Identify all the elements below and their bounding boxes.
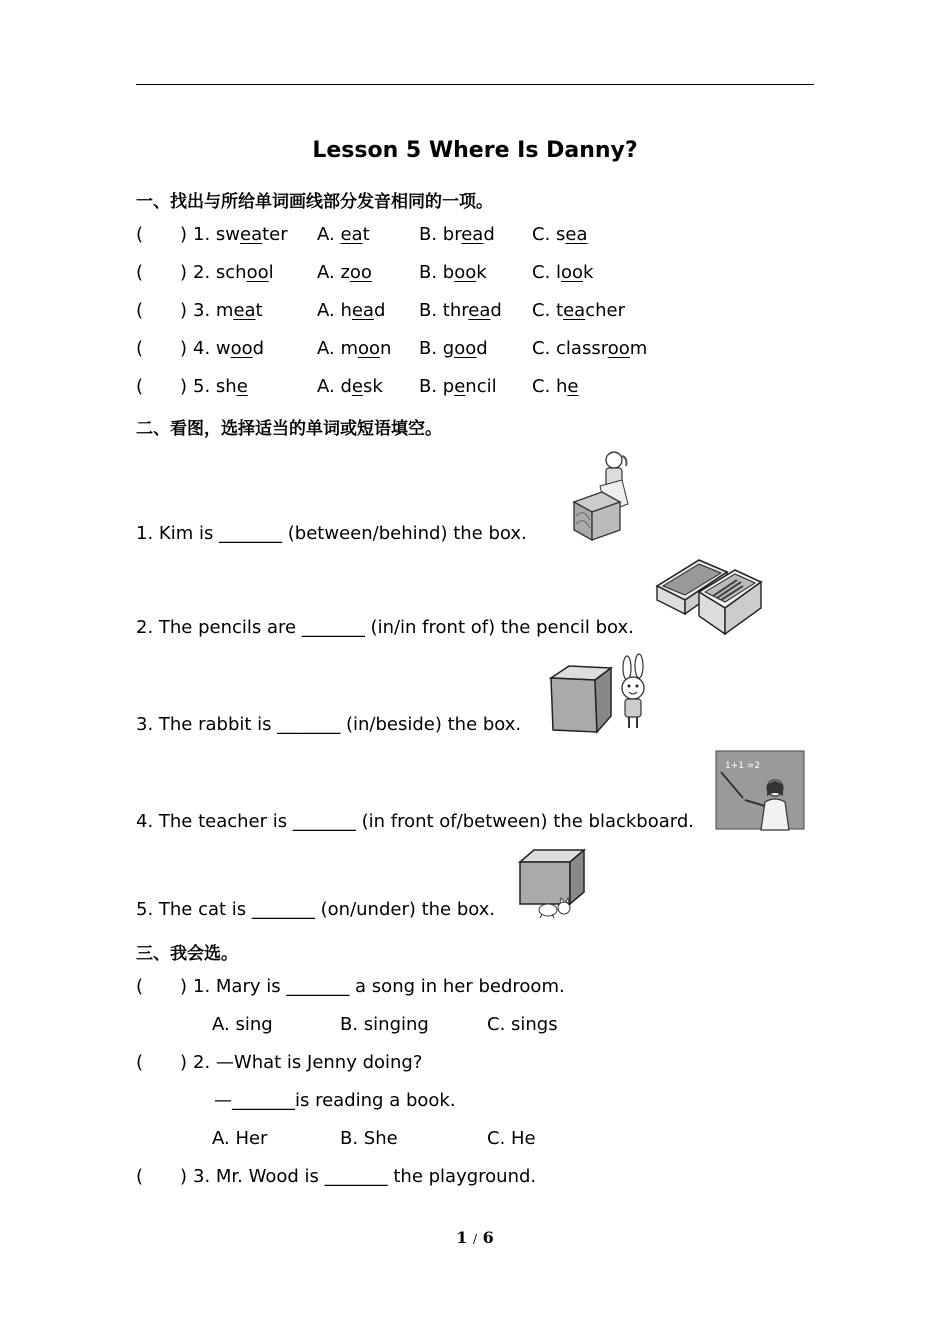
phonics-option-c-4: C. classroom [532, 338, 648, 359]
answer-paren-open: ( [136, 338, 144, 359]
underlined-letters: ea [340, 224, 363, 245]
phonics-option-a-1: A. eat [317, 224, 370, 245]
girl-behind-box-illustration [570, 446, 636, 542]
underlined-letters: e [236, 376, 248, 397]
page-separator: / [472, 1232, 478, 1246]
underlined-letters: e [567, 376, 579, 397]
phonics-option-a-3: A. head [317, 300, 386, 321]
picture-question-1: 1. Kim is _______ (between/behind) the box. [136, 523, 527, 544]
phonics-question-1: 1. sweater [193, 224, 288, 245]
q1-option-a: A. sing [212, 1014, 273, 1035]
q1-option-c: C. sings [487, 1014, 558, 1035]
choice-question-3: 3. Mr. Wood is _______ the playground. [193, 1166, 537, 1187]
section-2-heading: 二、看图，选择适当的单词或短语填空。 [136, 419, 442, 439]
page-title: Lesson 5 Where Is Danny? [312, 138, 638, 163]
answer-paren-close: ) [180, 1166, 188, 1187]
phonics-option-c-1: C. sea [532, 224, 588, 245]
underlined-letters: oo [454, 262, 477, 283]
phonics-question-2: 2. school [193, 262, 274, 283]
section-3-heading: 三、我会选。 [136, 944, 238, 964]
phonics-option-b-4: B. good [419, 338, 488, 359]
underlined-letters: ea [468, 300, 491, 321]
underlined-letters: oo [607, 338, 630, 359]
page-current: 1 [456, 1228, 468, 1247]
answer-paren-open: ( [136, 976, 144, 997]
answer-paren-open: ( [136, 376, 144, 397]
phonics-option-b-1: B. bread [419, 224, 495, 245]
underlined-letters: oo [454, 338, 477, 359]
answer-paren-open: ( [136, 300, 144, 321]
underlined-letters: oo [357, 338, 381, 359]
picture-question-2: 2. The pencils are _______ (in/in front of) the pencil box. [136, 617, 634, 638]
cat-under-box-illustration [516, 846, 588, 920]
q2-reply: —_______is reading a book. [214, 1090, 456, 1111]
underlined-letters: ea [461, 224, 484, 245]
picture-question-3: 3. The rabbit is _______ (in/beside) the box. [136, 714, 522, 735]
underlined-letters: oo [230, 338, 253, 359]
phonics-option-c-5: C. he [532, 376, 579, 397]
q2-option-a: A. Her [212, 1128, 268, 1149]
phonics-option-b-5: B. pencil [419, 376, 497, 397]
underlined-letters: ea [565, 224, 588, 245]
pencil-box-illustration [655, 558, 763, 636]
underlined-letters: ea [240, 224, 263, 245]
q1-option-b: B. singing [340, 1014, 429, 1035]
phonics-option-a-5: A. desk [317, 376, 383, 397]
underlined-letters: e [351, 376, 363, 397]
q2-option-b: B. She [340, 1128, 398, 1149]
phonics-option-b-3: B. thread [419, 300, 502, 321]
choice-question-2: 2. —What is Jenny doing? [193, 1052, 423, 1073]
phonics-option-c-3: C. teacher [532, 300, 625, 321]
rabbit-beside-box-illustration [547, 652, 661, 734]
answer-paren-close: ) [180, 1052, 188, 1073]
answer-paren-open: ( [136, 1052, 144, 1073]
phonics-question-3: 3. meat [193, 300, 263, 321]
answer-paren-close: ) [180, 976, 188, 997]
picture-question-4: 4. The teacher is _______ (in front of/between) the blackboard. [136, 811, 695, 832]
underlined-letters: oo [561, 262, 584, 283]
page-total: 6 [482, 1228, 494, 1247]
underlined-letters: ea [233, 300, 256, 321]
answer-paren-close: ) [180, 338, 188, 359]
page-number [0, 1228, 950, 1247]
underlined-letters: oo [246, 262, 269, 283]
picture-question-5: 5. The cat is _______ (on/under) the box. [136, 899, 496, 920]
choice-question-1: 1. Mary is _______ a song in her bedroom. [193, 976, 565, 997]
header-rule [136, 84, 814, 85]
phonics-option-a-4: A. moon [317, 338, 392, 359]
underlined-letters: e [454, 376, 466, 397]
phonics-option-b-2: B. book [419, 262, 487, 283]
answer-paren-close: ) [180, 300, 188, 321]
blackboard-text: 1+1 =2 [725, 761, 761, 771]
underlined-letters: ea [351, 300, 374, 321]
answer-paren-close: ) [180, 224, 188, 245]
phonics-question-5: 5. she [193, 376, 248, 397]
phonics-option-a-2: A. zoo [317, 262, 372, 283]
section-1-heading: 一、找出与所给单词画线部分发音相同的一项。 [136, 192, 493, 212]
underlined-letters: ea [563, 300, 586, 321]
answer-paren-close: ) [180, 262, 188, 283]
phonics-question-4: 4. wood [193, 338, 265, 359]
answer-paren-open: ( [136, 262, 144, 283]
answer-paren-close: ) [180, 376, 188, 397]
underlined-letters: oo [349, 262, 372, 283]
phonics-option-c-2: C. look [532, 262, 594, 283]
answer-paren-open: ( [136, 1166, 144, 1187]
answer-paren-open: ( [136, 224, 144, 245]
q2-option-c: C. He [487, 1128, 536, 1149]
teacher-blackboard-illustration [715, 750, 805, 832]
